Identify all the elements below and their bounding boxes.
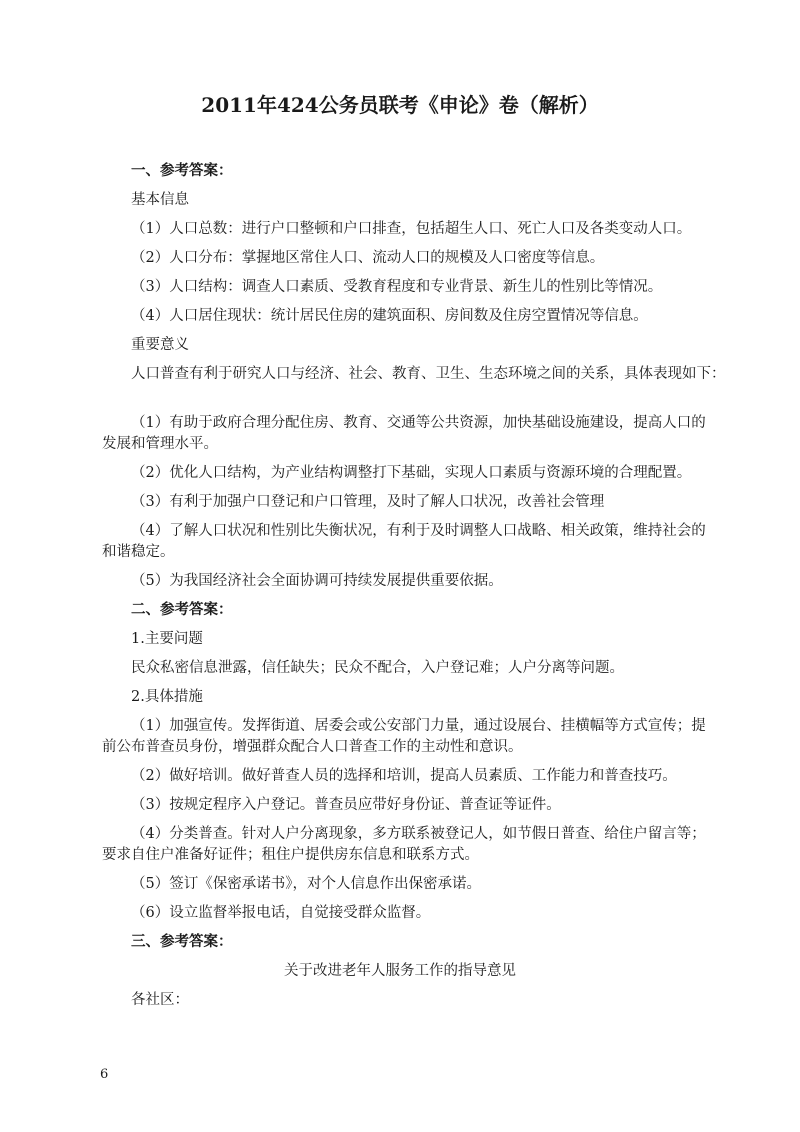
section1-heading: 一、参考答案：: [131, 162, 233, 179]
basic-item: （3）人口结构：调查人口素质、受教育程度和专业背景、新生儿的性别比等情况。: [131, 279, 663, 295]
basic-info-label: 基本信息: [131, 192, 189, 208]
measure-item: （3）按规定程序入户登记。普查员应带好身份证、普查证等证件。: [131, 797, 561, 813]
importance-label: 重要意义: [131, 337, 189, 353]
measure-item: （4）分类普查。针对人户分离现象，多方联系被登记人，如节假日普查、给住户留言等；: [131, 826, 706, 842]
importance-item-continuation: 发展和管理水平。: [102, 436, 218, 452]
page-number: 6: [100, 1067, 109, 1082]
problem-label: 1.主要问题: [131, 631, 203, 647]
measure-item: （1）加强宣传。发挥街道、居委会或公安部门力量，通过设展台、挂横幅等方式宣传；提: [131, 718, 706, 734]
importance-item-continuation: 和谐稳定。: [102, 544, 175, 560]
importance-item: （1）有助于政府合理分配住房、教育、交通等公共资源，加快基础设施建设，提高人口的: [131, 415, 706, 431]
problem-text: 民众私密信息泄露，信任缺失；民众不配合，入户登记难；人户分离等问题。: [131, 660, 624, 676]
importance-intro: 人口普查有利于研究人口与经济、社会、教育、卫生、生态环境之间的关系，具体表现如下：: [131, 366, 726, 382]
importance-item: （5）为我国经济社会全面协调可持续发展提供重要依据。: [131, 573, 503, 589]
measure-item: （6）设立监督举报电话，自觉接受群众监督。: [131, 905, 431, 921]
importance-item: （4）了解人口状况和性别比失衡状况，有利于及时调整人口战略、相关政策，维持社会的: [131, 523, 706, 539]
measure-item: （5）签订《保密承诺书》，对个人信息作出保密承诺。: [131, 876, 481, 892]
basic-item: （1）人口总数：进行户口整顿和户口排查，包括超生人口、死亡人口及各类变动人口。: [131, 221, 692, 237]
basic-item: （2）人口分布：掌握地区常住人口、流动人口的规模及人口密度等信息。: [131, 250, 605, 266]
importance-item: （2）优化人口结构，为产业结构调整打下基础，实现人口素质与资源环境的合理配置。: [131, 465, 692, 481]
basic-item: （4）人口居住现状：统计居民住房的建筑面积、房间数及住房空置情况等信息。: [131, 308, 648, 324]
document-title: 关于改进老年人服务工作的指导意见: [284, 963, 516, 979]
section3-heading: 三、参考答案：: [131, 933, 233, 950]
measure-item-continuation: 要求自住户准备好证件；租住户提供房东信息和联系方式。: [102, 847, 479, 863]
measure-item-continuation: 前公布普查员身份，增强群众配合人口普查工作的主动性和意识。: [102, 739, 523, 755]
page-title: 2011年424公务员联考《申论》卷（解析）: [201, 93, 599, 117]
salutation: 各社区：: [131, 992, 189, 1008]
measures-label: 2.具体措施: [131, 689, 203, 705]
section2-heading: 二、参考答案：: [131, 601, 233, 618]
importance-item: （3）有利于加强户口登记和户口管理，及时了解人口状况，改善社会管理: [131, 494, 605, 510]
measure-item: （2）做好培训。做好普查人员的选择和培训，提高人员素质、工作能力和普查技巧。: [131, 768, 677, 784]
